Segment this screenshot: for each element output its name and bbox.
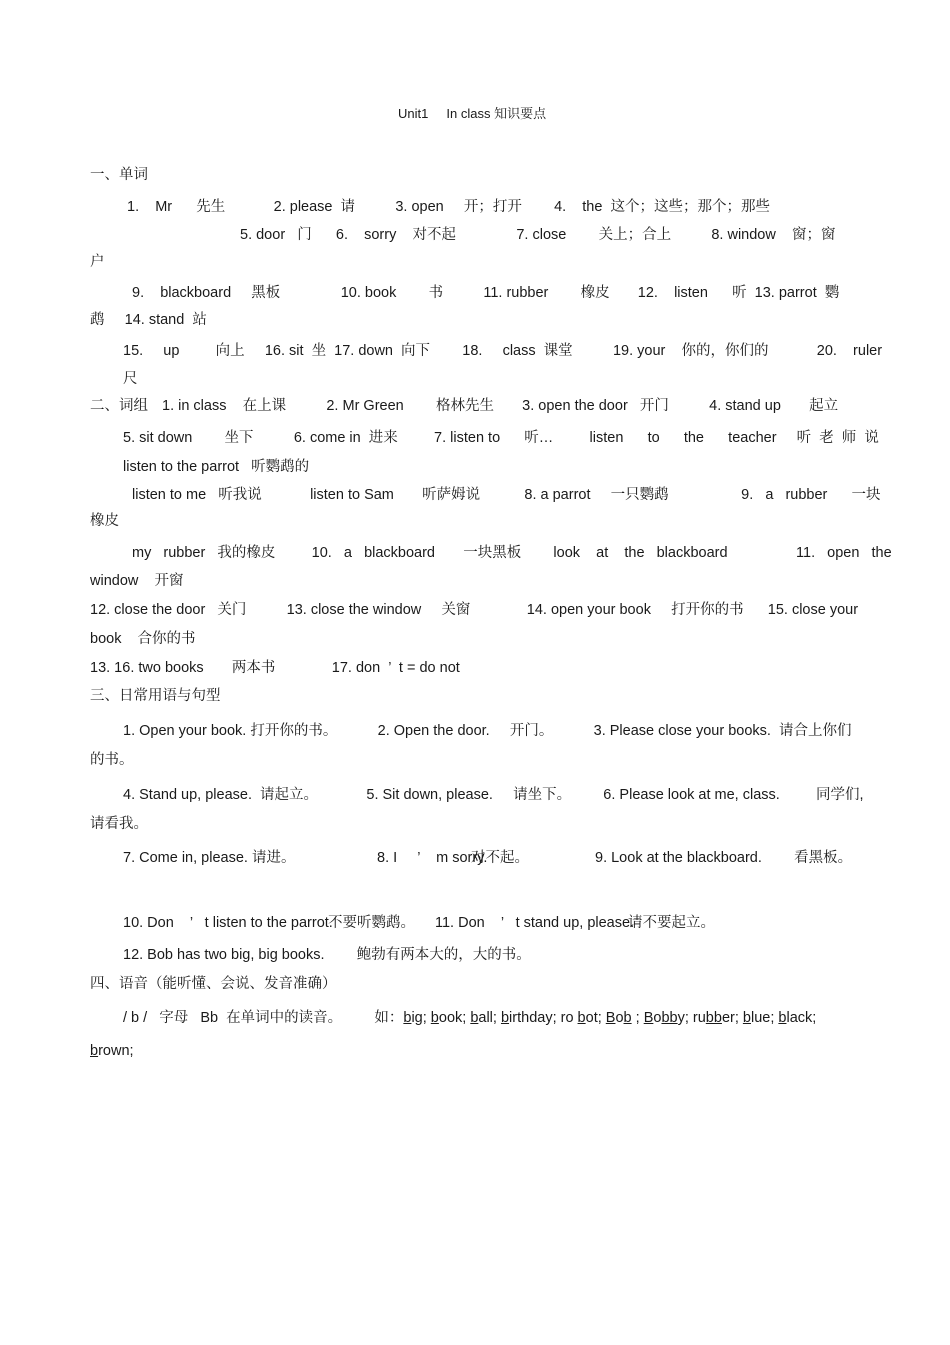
phrase-line-7: window 开窗 [90, 573, 184, 589]
letter-b: b [577, 1010, 586, 1026]
vocab-line-6: 15. up 向上 16. sit 坐 17. down 向下 18. class 课堂 19. your 你的，你们的 20. ruler [123, 343, 883, 359]
phrase-line-4: listen to me 听我说 listen to Sam 听萨姆说 8. a parrot 一只鹦鹉 9. a rubber 一块 [132, 487, 881, 503]
sentence-line-4: 请看我。 [90, 816, 148, 832]
sentence-12: 12. Bob has two big, big books. 鲍勃有两本大的，大的书。 [123, 947, 531, 963]
sentence-10: 10. Don ’ t listen to the parrot. [123, 915, 333, 931]
phrase-line-2: 5. sit down 坐下 6. come in 进来 7. listen to 听… listen to the teacher 听 老 师 说 [123, 430, 879, 446]
word-rest: lue; [750, 1010, 779, 1026]
vocab-line-3: 户 [90, 254, 105, 270]
letter-b: b [742, 1010, 751, 1026]
word-rest: ot; [585, 1010, 606, 1026]
vocab-line-2: 5. door 门 6. sorry 对不起 7. close 关上；合上 8. window 窗；窗 [240, 227, 836, 243]
word-rest: er; [721, 1010, 743, 1026]
word-rest: ig; [411, 1010, 431, 1026]
word-rest: ; [631, 1010, 644, 1026]
word-rest: all; [478, 1010, 501, 1026]
word-rest: ook; [438, 1010, 471, 1026]
phonics-intro: / b / 字母 Bb 在单词中的读音。 如： [123, 1010, 404, 1026]
sentence-line-1: 1. Open your book. 打开你的书。 2. Open the door. 开门。 3. Please close your books. 请合上你们 [123, 723, 852, 739]
sentence-11-cn: 请不要起立。 [628, 915, 715, 931]
phonics-line-2 [90, 1042, 134, 1060]
sentence-9: 9. Look at the blackboard. 看黑板。 [595, 850, 853, 866]
vocab-line-4: 9. blackboard 黑板 10. book 书 11. rubber 橡皮 12. listen 听 13. parrot 鹦 [132, 285, 840, 301]
word-rest: lack; [786, 1010, 817, 1026]
vocab-line-5: 鹉 14. stand 站 [90, 312, 207, 328]
sentence-7: 7. Come in, please. 请进。 [123, 850, 296, 866]
section-heading-sentences: 三、日常用语与句型 [90, 688, 221, 704]
letter-bb: bb [705, 1010, 722, 1026]
sentence-11: 11. Don ’ t stand up, please. [435, 915, 635, 931]
section-heading-phrases: 二、词组 [90, 398, 148, 414]
word-rest: irthday; ro [509, 1010, 578, 1026]
sentence-10-cn: 不要听鹦鹉。 [328, 915, 415, 931]
sentence-8-cn: 对不起。 [471, 850, 529, 866]
letter-b: b [778, 1010, 787, 1026]
letter-b: b [623, 1010, 632, 1026]
vocab-line-1: 1. Mr 先生 2. please 请 3. open 开；打开 4. the 这个；这些；那个；那些 [127, 199, 770, 215]
sentence-line-2: 的书。 [90, 752, 134, 768]
letter-b: B [643, 1010, 654, 1026]
phrase-line-3: listen to the parrot 听鹦鹉的 [123, 459, 310, 475]
page-title: Unit1 In class 知识要点 [398, 106, 547, 121]
word-rest: y; ru [677, 1010, 706, 1026]
letter-b: b [470, 1010, 479, 1026]
section-heading-phonics: 四、语音（能听懂、会说、发音准确） [90, 976, 337, 992]
phrase-line-8: 12. close the door 关门 13. close the window 关窗 14. open your book 打开你的书 15. close your [90, 602, 859, 618]
sentence-line-3: 4. Stand up, please. 请起立。 5. Sit down, please. 请坐下。 6. Please look at me, class. 同学们, [123, 787, 864, 803]
phonics-line-1 [123, 1009, 816, 1027]
phrase-line-5: 橡皮 [90, 513, 119, 529]
phrase-line-10: 13. 16. two books 两本书 17. don ’ t = do not [90, 660, 460, 676]
vocab-line-7: 尺 [123, 371, 138, 387]
letter-b: b [500, 1010, 510, 1026]
phrase-line-1: 1. in class 在上课 2. Mr Green 格林先生 3. open the door 开门 4. stand up 起立 [162, 398, 839, 414]
letter-b: b [430, 1010, 439, 1026]
word-rest: o [653, 1010, 662, 1026]
letter-b: b [403, 1010, 412, 1026]
word-rest: o [615, 1010, 624, 1026]
letter-b: b [90, 1043, 99, 1059]
phrase-line-6: my rubber 我的橡皮 10. a blackboard 一块黑板 look at the blackboard 11. open the [132, 545, 892, 561]
letter-bb: bb [661, 1010, 678, 1026]
word-rest: rown; [98, 1043, 134, 1059]
phrase-line-9: book 合你的书 [90, 631, 196, 647]
section-heading-vocabulary: 一、单词 [90, 167, 148, 183]
sentence-8: 8. I ’ m sorry. [377, 850, 488, 866]
letter-b: B [605, 1010, 616, 1026]
